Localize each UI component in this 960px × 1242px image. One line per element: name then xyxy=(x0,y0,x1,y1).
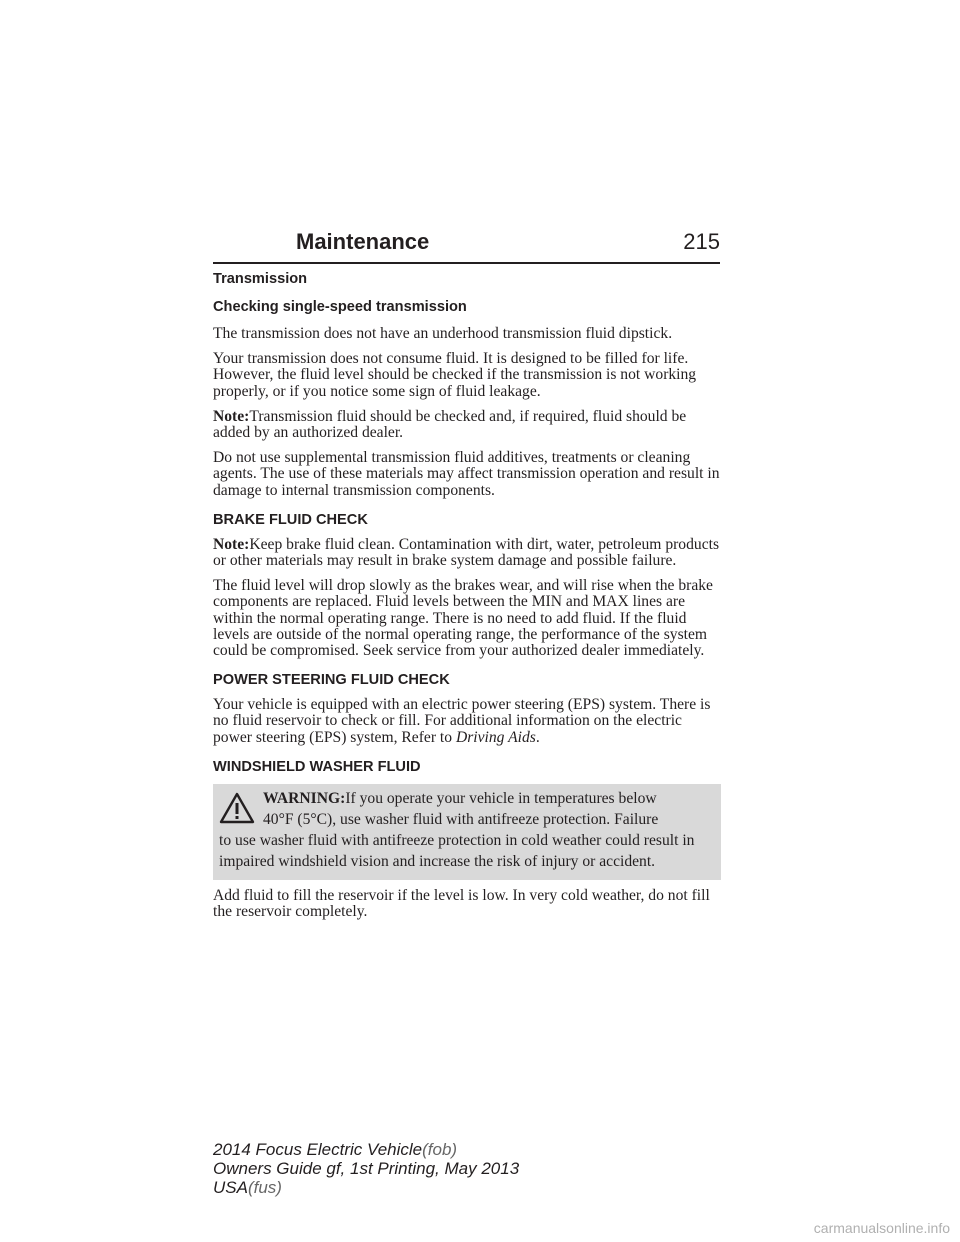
footer-line-3 xyxy=(213,1178,519,1197)
transmission-subheading: Checking single-speed transmission xyxy=(213,299,467,315)
warning-line-1 xyxy=(263,788,713,809)
page-number: 215 xyxy=(683,229,720,254)
footer-market-code: (fus) xyxy=(247,1178,282,1197)
brake-heading: BRAKE FLUID CHECK xyxy=(213,511,368,528)
transmission-paragraph-2: Your transmission does not consume fluid. It is designed to be filled for life. However, the fluid level should be checked if the transmission is not working properly, or if you notice some sign of fluid leakage. xyxy=(213,350,697,400)
footer-line-1 xyxy=(213,1140,519,1159)
washer-heading: WINDSHIELD WASHER FLUID xyxy=(213,758,421,775)
footer xyxy=(213,1140,519,1197)
note-label: Note: xyxy=(213,535,250,553)
note-label: Note: xyxy=(213,407,250,425)
note-text: Keep brake fluid clean. Contamination with dirt, water, petroleum products or other materials may result in brake system damage and possible failure. xyxy=(213,535,720,570)
driving-aids-reference: Driving Aids xyxy=(455,728,536,746)
warning-icon xyxy=(219,792,255,824)
watermark: carmanualsonline.info xyxy=(813,1220,950,1236)
footer-vehicle: 2014 Focus Electric Vehicle xyxy=(213,1140,423,1159)
warning-text-rest: to use washer fluid with antifreeze protection in cold weather could result in impaired windshield vision and increase the risk of injury or accident. xyxy=(219,831,695,870)
transmission-paragraph-3: Do not use supplemental transmission fluid additives, treatments or cleaning agents. The use of these materials may affect transmission operation and result in damage to internal transmission components. xyxy=(213,449,720,499)
warning-label: WARNING: xyxy=(263,789,346,807)
washer-paragraph-1: Add fluid to fill the reservoir if the level is low. In very cold weather, do not fill the reservoir completely. xyxy=(213,886,710,921)
brake-note xyxy=(213,537,721,569)
steering-text: Your vehicle is equipped with an electric power steering (EPS) system. There is no fluid reservoir to check or fill. For additional information on the electric power steering (EPS) system, Refer to xyxy=(213,696,711,746)
steering-paragraph-1 xyxy=(213,697,721,746)
warning-text-1: If you operate your vehicle in temperatures below xyxy=(345,789,657,807)
section-title: Maintenance xyxy=(296,229,430,254)
footer-vehicle-code: (fob) xyxy=(422,1140,458,1159)
page-content xyxy=(213,270,721,929)
transmission-paragraph-1: The transmission does not have an underhood transmission fluid dipstick. xyxy=(213,325,673,342)
note-text: Transmission fluid should be checked and, if required, fluid should be added by an authorized dealer. xyxy=(213,407,687,442)
page-header xyxy=(213,226,720,264)
brake-paragraph-1: The fluid level will drop slowly as the brakes wear, and will rise when the brake components are replaced. Fluid levels between the MIN and MAX lines are within the normal operating range. There is no need to add fluid. If the fluid levels are outside of the normal operating range, the performance of the system could be compromised. Seek service from your authorized dealer immediately. xyxy=(213,577,713,660)
warning-line-2: 40°F (5°C), use washer fluid with antifreeze protection. Failure xyxy=(263,810,659,828)
transmission-note xyxy=(213,409,721,441)
footer-line-2: Owners Guide gf, 1st Printing, May 2013 xyxy=(213,1159,520,1178)
warning-box xyxy=(213,784,721,880)
steering-period: . xyxy=(535,728,540,746)
transmission-heading: Transmission xyxy=(213,271,308,287)
steering-heading: POWER STEERING FLUID CHECK xyxy=(213,672,450,689)
footer-market: USA xyxy=(213,1178,248,1197)
